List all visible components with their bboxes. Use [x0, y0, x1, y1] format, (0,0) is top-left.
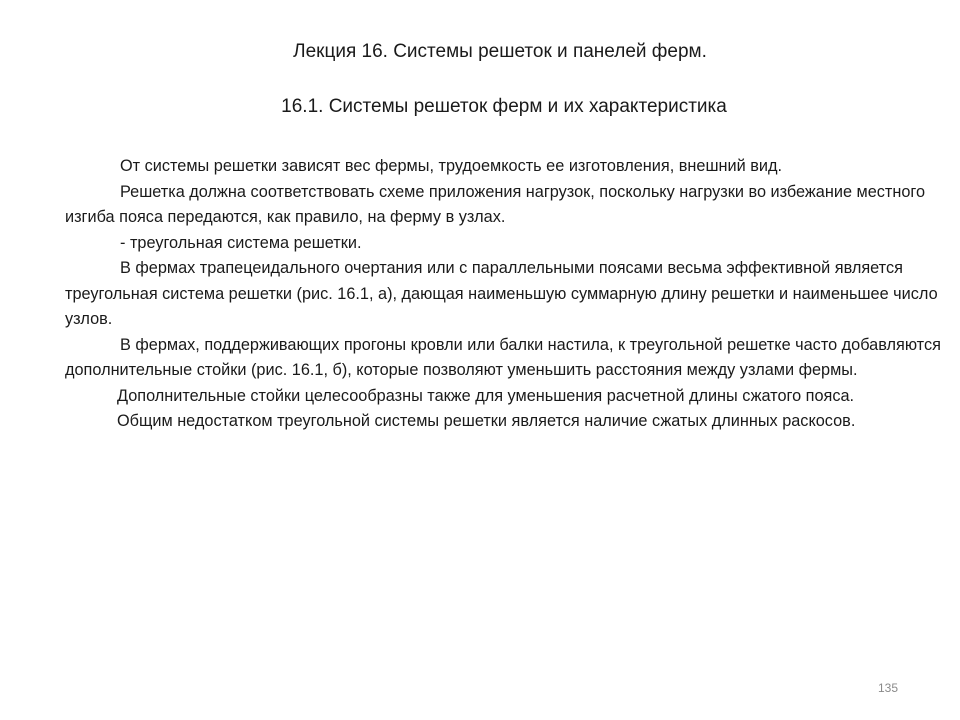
paragraph: От системы решетки зависят вес фермы, трудоемкость ее изготовления, внешний вид. [120, 157, 782, 175]
lecture-title: Лекция 16. Системы решеток и панелей ферм. [293, 41, 707, 62]
paragraph: - треугольная система решетки. [120, 233, 362, 252]
paragraph: Дополнительные стойки целесообразны также для уменьшения расчетной длины сжатого пояса. [117, 386, 855, 405]
page-number: 135 [877, 681, 899, 695]
body-text [65, 154, 945, 435]
paragraph: В фермах трапецеидального очертания или с параллельными поясами весьма эффективной является треугольная система решетки (рис. 16.1, а), дающая наименьшую суммарную длину решетки и наименьшее число узлов. [65, 259, 938, 328]
paragraph: В фермах, поддерживающих прогоны кровли или балки настила, к треугольной решетке часто добавляются дополнительные стойки (рис. 16.1, б), которые позволяют уменьшить расстояния между узлами фермы. [65, 335, 941, 379]
paragraph: Решетка должна соответствовать схеме приложения нагрузок, поскольку нагрузки во избежание местного изгиба пояса передаются, как правило, на ферму в узлах. [65, 182, 926, 226]
section-title: 16.1. Системы решеток ферм и их характеристика [281, 96, 727, 117]
paragraph: Общим недостатком треугольной системы решетки является наличие сжатых длинных раскосов. [117, 412, 856, 430]
